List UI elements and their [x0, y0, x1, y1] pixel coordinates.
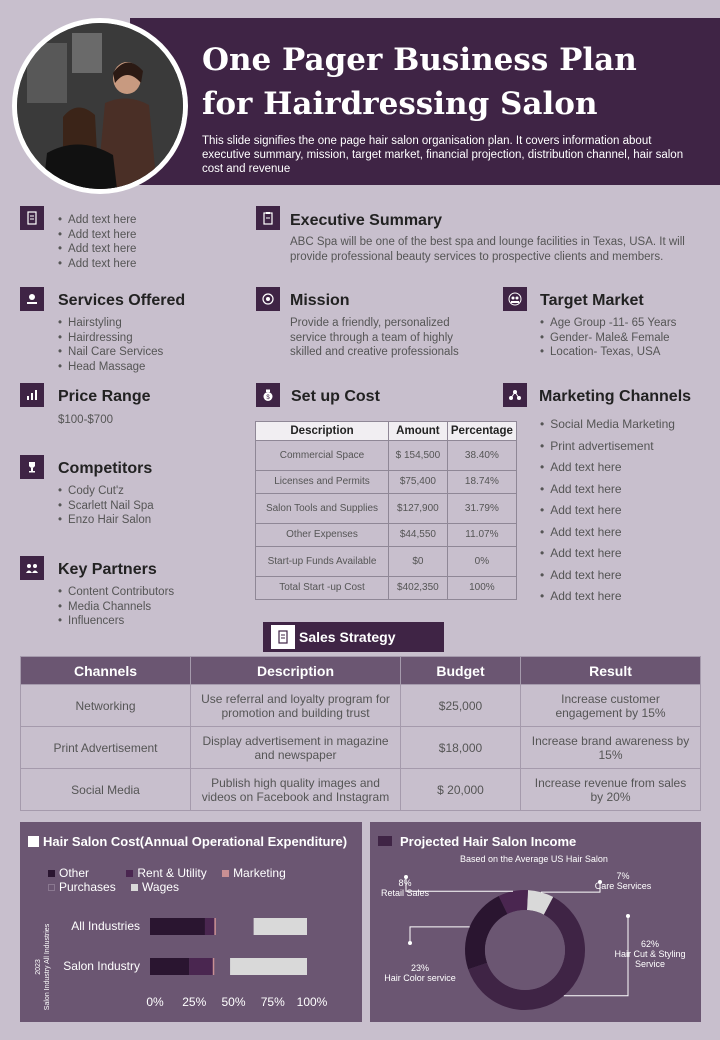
income-chart-panel	[370, 822, 701, 1022]
bar-segment	[150, 958, 189, 975]
legend-label: Purchases	[59, 880, 116, 894]
table-row	[256, 547, 517, 577]
list-item: • Print advertisement	[540, 439, 675, 461]
target-market-list	[540, 316, 676, 360]
list-item: • Add text here	[540, 460, 675, 482]
leader-dot	[408, 941, 412, 945]
list-item: • Location- Texas, USA	[540, 345, 676, 360]
table-cell: Social Media	[21, 769, 191, 811]
list-item: • Add text here	[58, 228, 136, 243]
donut-slice	[527, 900, 548, 906]
trophy-icon	[20, 455, 44, 479]
table-cell: $75,400	[389, 471, 448, 494]
list-item: • Hairdressing	[58, 331, 163, 346]
list-item: • Add text here	[540, 525, 675, 547]
table-header: Result	[521, 657, 701, 685]
y-axis-label: 2023 Salon Industry All Industries	[35, 923, 51, 1011]
slice-name-label: Care Services	[594, 881, 652, 891]
list-item: • Media Channels	[58, 600, 174, 615]
table-row	[21, 685, 701, 727]
list-item: • Add text here	[540, 568, 675, 590]
slice-name-label: Retail Sales	[380, 888, 430, 898]
table-cell: 18.74%	[447, 471, 516, 494]
list-item: • Influencers	[58, 614, 174, 629]
x-tick-label: 75%	[260, 995, 285, 1009]
income-chart-title-text: Projected Hair Salon Income	[400, 834, 577, 849]
partners-icon	[20, 556, 44, 580]
slice-percent-label: 8%	[398, 878, 412, 888]
x-tick-label: 0%	[146, 995, 164, 1009]
list-item: • Age Group -11- 65 Years	[540, 316, 676, 331]
bar-segment	[189, 958, 213, 975]
bar-chart-icon	[20, 383, 44, 407]
legend-label: Other	[59, 866, 90, 880]
table-cell: $44,550	[389, 524, 448, 547]
list-item: • Hairstyling	[58, 316, 163, 331]
table-header: Budget	[401, 657, 521, 685]
table-cell: Total Start -up Cost	[256, 577, 389, 600]
list-item: • Add text here	[58, 242, 136, 257]
salon-photo-illustration	[17, 23, 183, 189]
table-cell: Display advertisement in magazine and newspaper	[191, 727, 401, 769]
table-cell: 38.40%	[447, 441, 516, 471]
table-header: Description	[191, 657, 401, 685]
key-partners-title: Key Partners	[58, 561, 157, 578]
title-line-1: One Pager Business Plan	[202, 42, 637, 78]
table-cell: Licenses and Permits	[256, 471, 389, 494]
table-cell: 31.79%	[447, 494, 516, 524]
list-item: • Head Massage	[58, 360, 163, 375]
table-cell: $ 20,000	[401, 769, 521, 811]
executive-summary-text: ABC Spa will be one of the best spa and lounge facilities in Texas, USA. It will provide professional beauty services to prospective clients and members.	[290, 236, 685, 263]
table-cell: Other Expenses	[256, 524, 389, 547]
sales-strategy-title: Sales Strategy	[299, 629, 396, 645]
table-cell: Increase customer engagement by 15%	[521, 685, 701, 727]
table-cell: 100%	[447, 577, 516, 600]
category-label: Salon Industry	[63, 959, 140, 973]
slice-percent-label: 7%	[616, 871, 630, 881]
table-header: Channels	[21, 657, 191, 685]
table-row	[256, 441, 517, 471]
clipboard-icon	[256, 206, 280, 230]
x-tick-label: 25%	[182, 995, 207, 1009]
setup-cost-table	[255, 421, 517, 600]
sales-strategy-table	[20, 656, 701, 811]
table-cell: Start-up Funds Available	[256, 547, 389, 577]
sales-strategy-banner	[263, 622, 444, 652]
table-cell: $127,900	[389, 494, 448, 524]
table-cell: 11.07%	[447, 524, 516, 547]
leader-line	[541, 882, 600, 892]
legend-label: Marketing	[233, 866, 286, 880]
list-item: • Cody Cut'z	[58, 484, 154, 499]
table-cell: $0	[389, 547, 448, 577]
table-cell: Print Advertisement	[21, 727, 191, 769]
bar-segment	[230, 958, 307, 975]
list-item: • Add text here	[58, 213, 136, 228]
table-cell: $402,350	[389, 577, 448, 600]
bar-segment	[205, 918, 214, 935]
leader-dot	[626, 914, 630, 918]
table-cell: 0%	[447, 547, 516, 577]
list-item: • Nail Care Services	[58, 345, 163, 360]
price-range-title: Price Range	[58, 388, 151, 405]
bar-segment	[214, 918, 216, 935]
competitors-list	[58, 484, 154, 528]
list-item: • Enzo Hair Salon	[58, 513, 154, 528]
cost-stacked-bar-chart	[20, 822, 362, 1022]
list-item: • Add text here	[540, 503, 675, 525]
donut-hole	[485, 910, 565, 990]
table-header: Amount	[389, 422, 448, 441]
list-item: • Gender- Male& Female	[540, 331, 676, 346]
executive-summary-title: Executive Summary	[290, 212, 443, 229]
page-title	[202, 38, 702, 126]
money-bag-icon	[256, 383, 280, 407]
table-cell: Increase brand awareness by 15%	[521, 727, 701, 769]
table-cell: $25,000	[401, 685, 521, 727]
x-tick-label: 50%	[221, 995, 246, 1009]
people-group-icon	[503, 287, 527, 311]
page-subtitle: This slide signifies the one page hair salon organisation plan. It covers information about executive summary, mission, target market, financial projection, distribution channel, hair salon cost and revenue	[202, 135, 684, 175]
table-cell: Networking	[21, 685, 191, 727]
bar-segment	[214, 958, 230, 975]
x-tick-label: 100%	[296, 995, 328, 1009]
title-line-2: for Hairdressing Salon	[202, 86, 598, 122]
key-partners-list	[58, 585, 174, 629]
category-label: All Industries	[71, 919, 140, 933]
table-row	[21, 769, 701, 811]
hand-service-icon	[20, 287, 44, 311]
table-cell: $ 154,500	[389, 441, 448, 471]
competitors-title: Competitors	[58, 460, 153, 477]
bar-segment	[150, 918, 205, 935]
list-item: • Content Contributors	[58, 585, 174, 600]
table-cell: $18,000	[401, 727, 521, 769]
table-cell: Salon Tools and Supplies	[256, 494, 389, 524]
bar-segment	[216, 918, 254, 935]
network-icon	[503, 383, 527, 407]
price-range-value: $100-$700	[58, 414, 113, 426]
bar-segment	[254, 918, 307, 935]
placeholder-list	[58, 213, 136, 271]
services-list	[58, 316, 163, 374]
table-row	[256, 524, 517, 547]
table-row	[256, 471, 517, 494]
table-row	[256, 577, 517, 600]
table-cell: Use referral and loyalty program for promotion and building trust	[191, 685, 401, 727]
table-header: Percentage	[447, 422, 516, 441]
legend-label: Wages	[142, 880, 179, 894]
slice-name-label: Service	[634, 959, 666, 969]
list-item: • Add text here	[540, 482, 675, 504]
table-cell: Increase revenue from sales by 20%	[521, 769, 701, 811]
mission-text: Provide a friendly, personalized service through a team of highly skilled and creative professionals	[290, 317, 459, 358]
hero-photo	[12, 18, 188, 194]
income-donut-chart	[370, 822, 701, 1022]
checklist-icon	[271, 625, 295, 649]
bar-segment	[213, 958, 215, 975]
list-item: • Add text here	[540, 546, 675, 568]
list-item: • Add text here	[540, 589, 675, 611]
setup-cost-title: Set up Cost	[291, 388, 380, 405]
list-item: • Scarlett Nail Spa	[58, 499, 154, 514]
leader-line	[410, 927, 470, 943]
legend-label: Rent & Utility	[137, 866, 207, 880]
list-item: • Social Media Marketing	[540, 417, 675, 439]
marketing-channels-title: Marketing Channels	[539, 388, 692, 405]
table-row	[21, 727, 701, 769]
svg-text:$: $	[266, 395, 270, 401]
target-market-title: Target Market	[540, 292, 644, 309]
table-row	[256, 494, 517, 524]
target-icon	[256, 287, 280, 311]
cost-chart-panel	[20, 822, 362, 1022]
table-cell: Commercial Space	[256, 441, 389, 471]
income-chart-subtitle: Based on the Average US Hair Salon	[460, 854, 608, 864]
slice-name-label: Hair Color service	[384, 973, 456, 983]
services-title: Services Offered	[58, 292, 186, 309]
slice-percent-label: 62%	[640, 939, 660, 949]
mission-title: Mission	[290, 292, 350, 309]
list-item: • Add text here	[58, 257, 136, 272]
marketing-channels-list	[540, 417, 675, 611]
donut-slice	[503, 900, 527, 905]
table-cell: Publish high quality images and videos on Facebook and Instagram	[191, 769, 401, 811]
slice-percent-label: 23%	[410, 963, 430, 973]
slice-name-label: Hair Cut & Styling	[614, 949, 686, 959]
cost-chart-title-text: Hair Salon Cost(Annual Operational Expenditure)	[43, 834, 348, 849]
document-icon	[20, 206, 44, 230]
table-header: Description	[256, 422, 389, 441]
